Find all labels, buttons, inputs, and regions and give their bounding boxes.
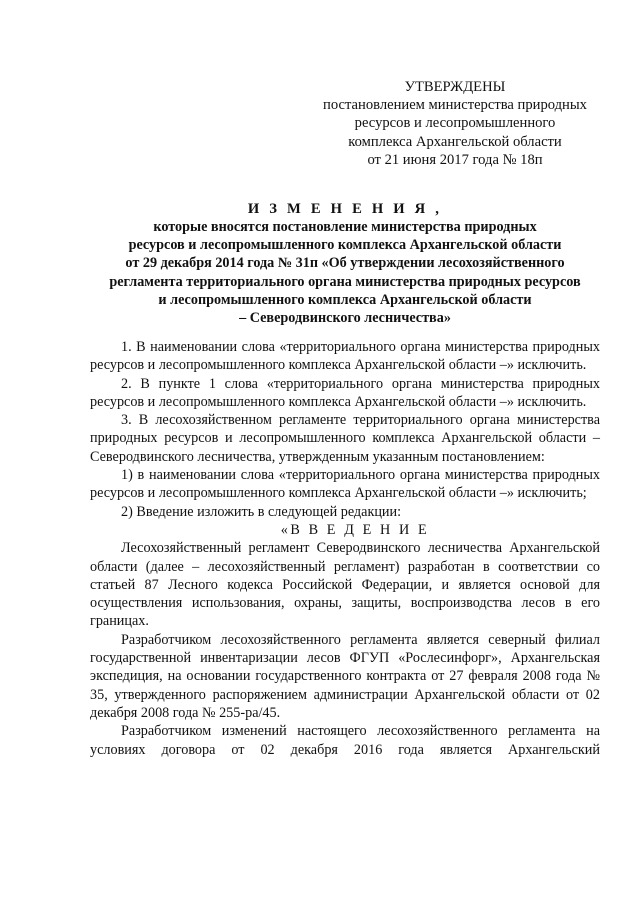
paragraph-subitem-1: 1) в наименовании слова «территориального органа министерства природных ресурсов и лесопромышленного комплекса Архангельской области –» исключить; bbox=[90, 467, 600, 502]
approval-title: УТВЕРЖДЕНЫ bbox=[404, 79, 506, 95]
introduction-paragraph: Лесохозяйственный регламент Северодвинского лесничества Архангельской области (далее – лесохозяйственный регламент) разработан в соответствии со статьей 87 Лесного кодекса Российской Федерации, и является основой для осуществления использования, охраны, защиты, воспроизводства лесов в его границах. bbox=[90, 540, 600, 630]
approval-line: ресурсов и лесопромышленного bbox=[354, 115, 556, 132]
introduction-paragraph: Разработчиком изменений настоящего лесохозяйственного регламента на условиях договора от 02 декабря 2016 года является Архангельский bbox=[90, 723, 600, 758]
subtitle-line: и лесопромышленного комплекса Архангельской области bbox=[158, 291, 532, 308]
subtitle-line: – Северодвинского лесничества» bbox=[239, 310, 451, 327]
introduction-title: «В В Е Д Е Н И Е bbox=[280, 521, 430, 538]
paragraph-item-1: 1. В наименовании слова «территориального органа министерства природных ресурсов и лесопромышленного комплекса Архангельской области –» исключить. bbox=[90, 339, 600, 374]
approval-line: комплекса Архангельской области bbox=[348, 133, 562, 150]
paragraph-item-2: 2. В пункте 1 слова «территориального органа министерства природных ресурсов и лесопромышленного комплекса Архангельской области –» исключить. bbox=[90, 375, 600, 410]
subtitle-line: от 29 декабря 2014 года № 31п «Об утверждении лесохозяйственного bbox=[125, 255, 565, 272]
introduction-paragraph: Разработчиком лесохозяйственного регламента является северный филиал государственной инвентаризации лесов ФГУП «Рослесинфорг», Архангельская экспедиция, на основании государственного контракта от 27 февраля 2008 года № 35, утвержденного распоряжением администрации Архангельской области от 02 декабря 2008 года № 255-ра/45. bbox=[90, 631, 600, 721]
paragraph-item-3: 3. В лесохозяйственном регламенте территориального органа министерства природных ресурсов и лесопромышленного комплекса Архангельской области – Северодвинского лесничества, утвержденным указанным постановлением: bbox=[90, 412, 600, 465]
approval-date: от 21 июня 2017 года № 18п bbox=[367, 151, 543, 168]
document-body bbox=[90, 338, 600, 759]
document-subtitle bbox=[90, 218, 600, 327]
subtitle-line: ресурсов и лесопромышленного комплекса Архангельской области bbox=[128, 237, 562, 254]
subtitle-line: которые вносятся постановление министерства природных bbox=[153, 219, 537, 235]
approval-block bbox=[300, 78, 610, 169]
paragraph-subitem-2: 2) Введение изложить в следующей редакции: bbox=[121, 503, 402, 520]
document-title: И З М Е Н Е Н И Я , bbox=[247, 201, 443, 217]
approval-line: постановлением министерства природных bbox=[323, 97, 587, 114]
subtitle-line: регламента территориального органа министерства природных ресурсов bbox=[109, 273, 581, 290]
